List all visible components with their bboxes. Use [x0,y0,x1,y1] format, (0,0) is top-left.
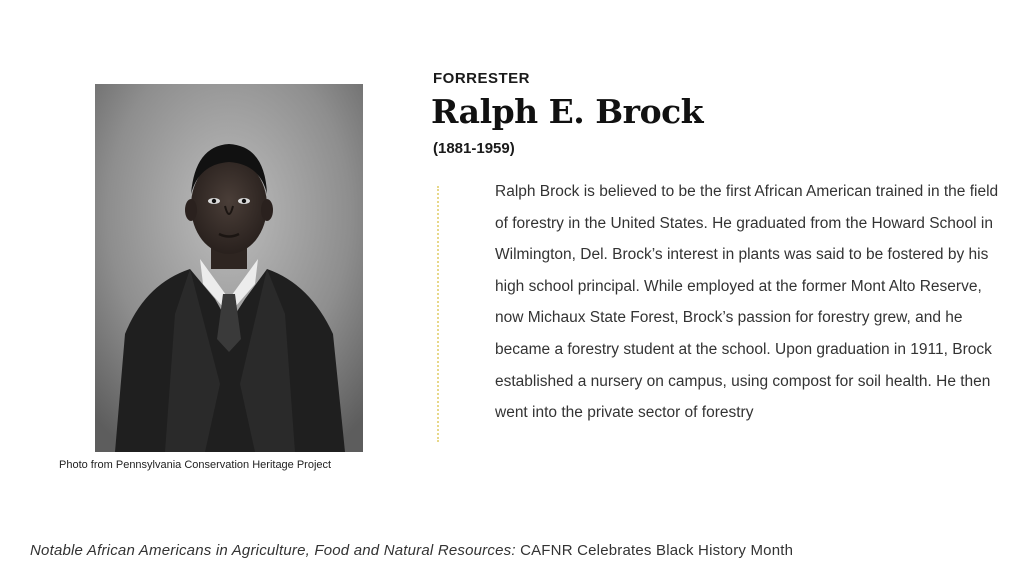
dotted-divider [437,186,439,442]
photo-credit: Photo from Pennsylvania Conservation Heritage Project [59,459,332,471]
person-name: Ralph E. Brock [431,92,704,131]
footer-caption [30,542,793,559]
biography-text: Ralph Brock is believed to be the first African American trained in the field of forestry in the United States. He graduated from the Howard School in Wilmington, Del. Brock’s interest in plants was said to be fostered by his high school principal. While employed at the former Mont Alto Reserve, now Michaux State Forest, Brock’s passion for forestry grew, and he became a forestry student at the school. Upon graduation in 1911, Brock established a nursery on campus, using compost for soil health. He then went into the private sector of forestry [495,183,999,422]
life-years: (1881-1959) [433,140,515,157]
portrait-illustration [95,84,363,452]
portrait-photo [95,84,363,452]
footer-tagline: CAFNR Celebrates Black History Month [520,542,794,559]
footer-series-title: Notable African Americans in Agriculture, Food and Natural Resources: [30,542,516,559]
profession-label: FORRESTER [433,70,531,87]
